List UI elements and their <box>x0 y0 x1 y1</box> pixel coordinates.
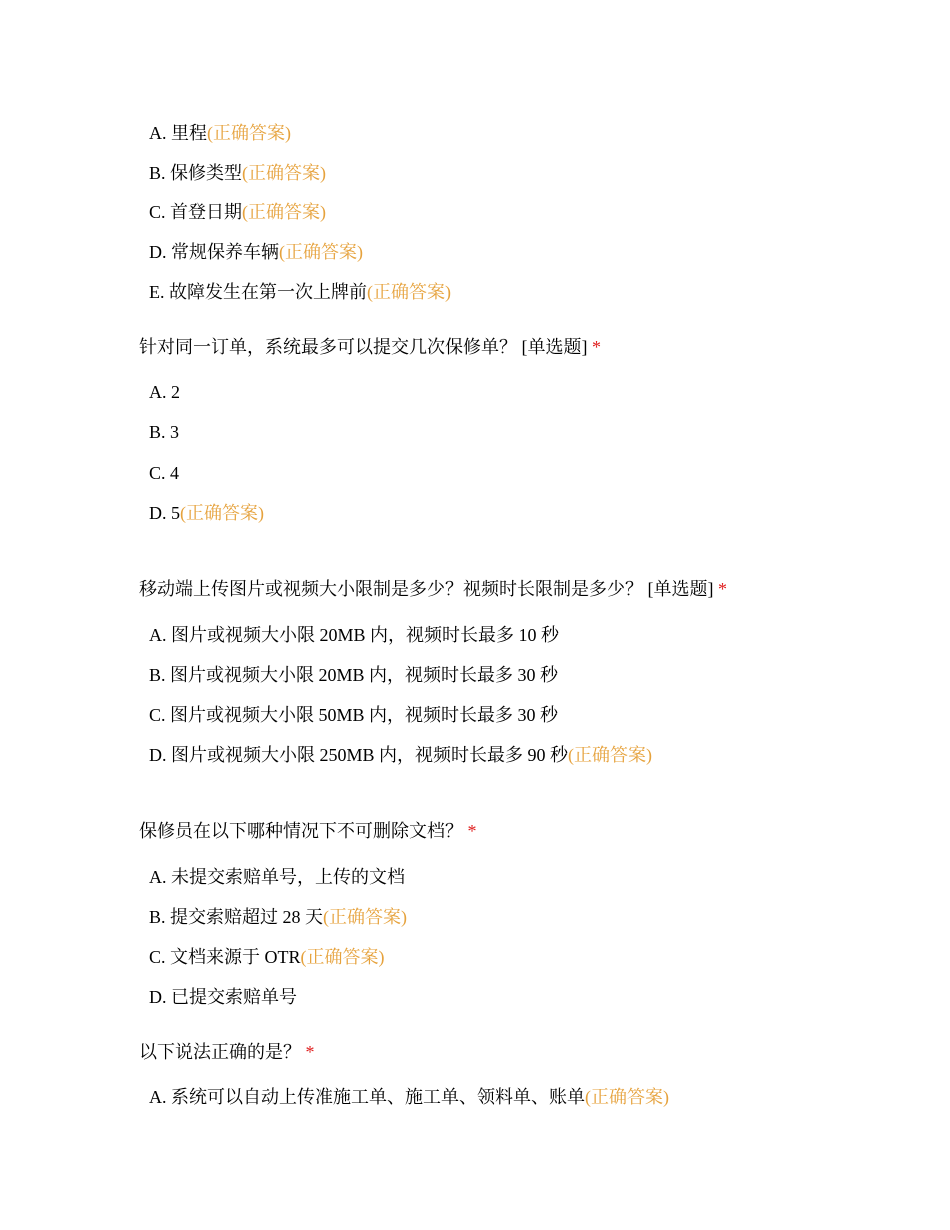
option-1a <box>149 121 291 145</box>
question-title-3 <box>139 577 727 601</box>
option-3b <box>149 663 558 687</box>
option-text: C. 首登日期 <box>149 202 243 222</box>
correct-answer-label: (正确答案) <box>242 163 327 183</box>
correct-answer-label: (正确答案) <box>207 123 291 143</box>
correct-answer-label: (正确答案) <box>323 907 408 927</box>
option-text: A. 未提交索赔单号，上传的文档 <box>149 867 405 887</box>
correct-answer-label: (正确答案) <box>568 745 653 765</box>
option-4d <box>149 985 297 1009</box>
option-text: B. 提交索赔超过 28 天 <box>149 907 324 927</box>
option-text: D. 5 <box>149 503 180 523</box>
option-1c <box>149 200 326 224</box>
option-5a <box>149 1085 669 1109</box>
option-text: B. 图片或视频大小限 20MB 内，视频时长最多 30 秒 <box>149 665 559 685</box>
option-text: B. 保修类型 <box>149 163 243 183</box>
question-text: 移动端上传图片或视频大小限制是多少？视频时长限制是多少？ [单选题] <box>139 579 718 599</box>
question-text: 以下说法正确的是？ <box>139 1042 306 1062</box>
correct-answer-label: (正确答案) <box>367 282 451 302</box>
option-4b <box>149 905 407 929</box>
option-2d <box>149 501 264 525</box>
question-text: 针对同一订单，系统最多可以提交几次保修单？ [单选题] <box>139 337 592 357</box>
option-text: C. 4 <box>149 463 180 483</box>
option-3a <box>149 623 559 647</box>
option-text: D. 常规保养车辆 <box>149 242 279 262</box>
option-1e <box>149 280 451 304</box>
option-1b <box>149 161 326 185</box>
required-mark: * <box>592 337 601 357</box>
correct-answer-label: (正确答案) <box>180 503 264 523</box>
option-2b <box>149 420 179 444</box>
question-title-5 <box>139 1040 315 1064</box>
option-1d <box>149 240 363 264</box>
option-3c <box>149 703 558 727</box>
option-text: D. 已提交索赔单号 <box>149 987 297 1007</box>
question-title-4 <box>139 819 477 843</box>
required-mark: * <box>467 821 477 841</box>
correct-answer-label: (正确答案) <box>585 1087 669 1107</box>
option-text: A. 系统可以自动上传准施工单、施工单、领料单、账单 <box>149 1087 585 1107</box>
option-text: D. 图片或视频大小限 250MB 内，视频时长最多 90 秒 <box>149 745 569 765</box>
option-text: A. 里程 <box>149 123 207 143</box>
option-4c <box>149 945 385 969</box>
option-3d <box>149 743 652 767</box>
option-text: C. 图片或视频大小限 50MB 内，视频时长最多 30 秒 <box>149 705 559 725</box>
question-title-2 <box>139 335 601 359</box>
required-mark: * <box>718 579 727 599</box>
option-text: A. 2 <box>149 382 180 402</box>
correct-answer-label: (正确答案) <box>279 242 363 262</box>
question-text: 保修员在以下哪种情况下不可删除文档？ <box>139 821 468 841</box>
option-4a <box>149 865 405 889</box>
option-text: C. 文档来源于 OTR <box>149 947 301 967</box>
option-text: E. 故障发生在第一次上牌前 <box>149 282 367 302</box>
option-text: A. 图片或视频大小限 20MB 内，视频时长最多 10 秒 <box>149 625 560 645</box>
option-text: B. 3 <box>149 422 180 442</box>
correct-answer-label: (正确答案) <box>300 947 385 967</box>
correct-answer-label: (正确答案) <box>242 202 327 222</box>
required-mark: * <box>305 1042 315 1062</box>
option-2a <box>149 380 180 404</box>
option-2c <box>149 461 179 485</box>
